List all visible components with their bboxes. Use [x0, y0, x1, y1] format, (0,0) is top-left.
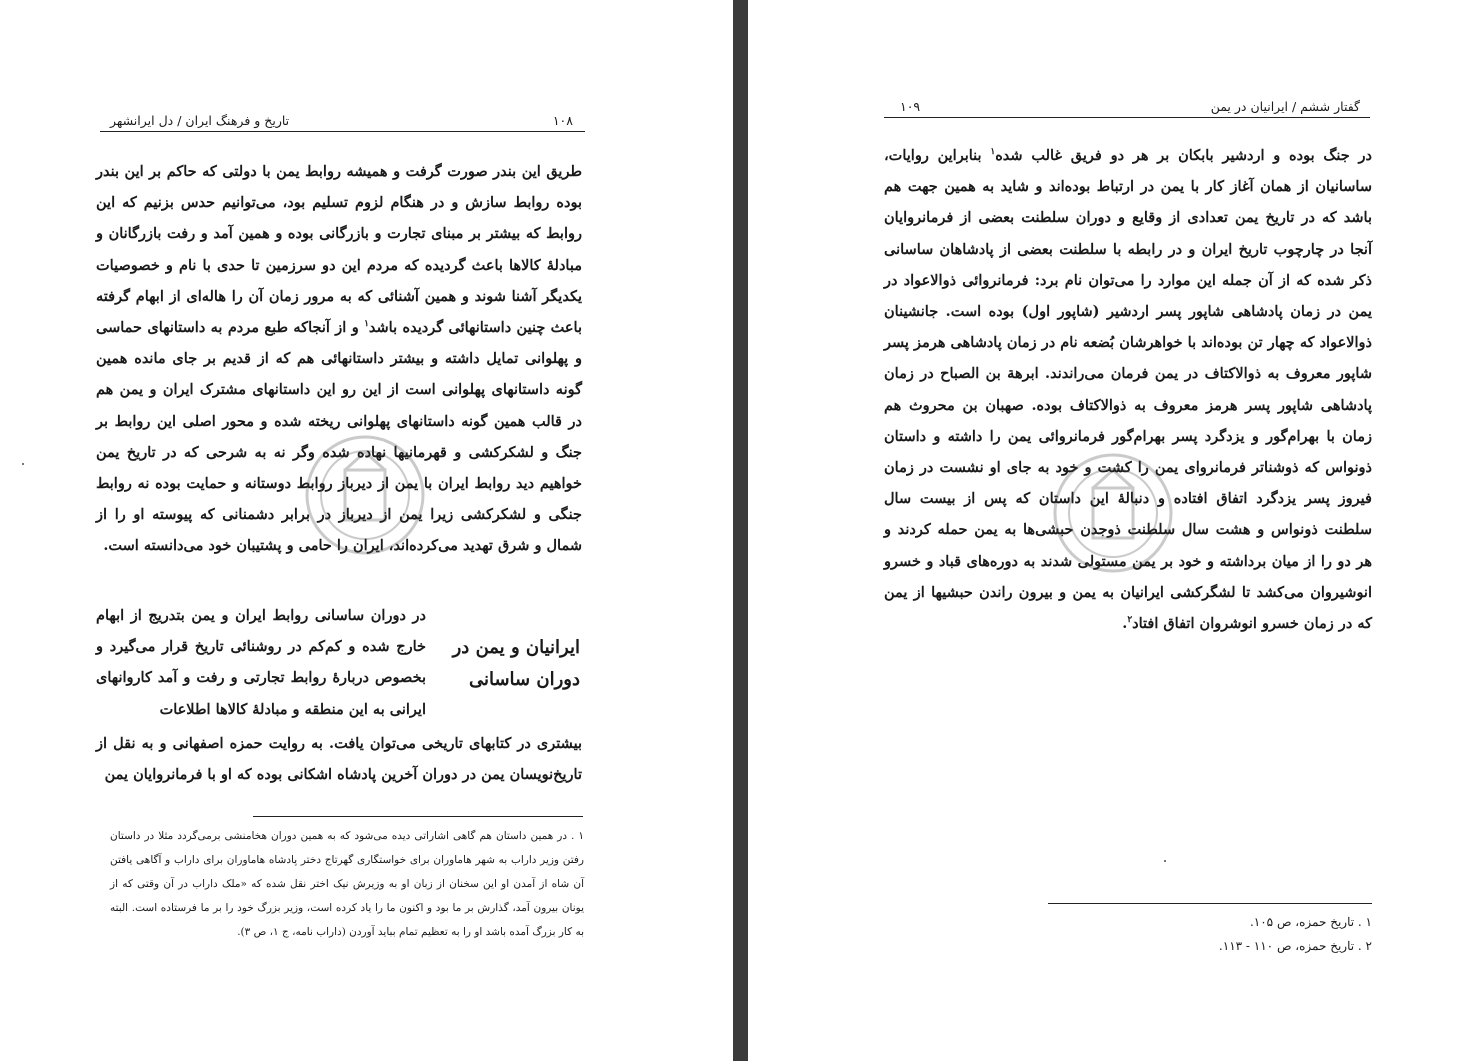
library-watermark-stamp [300, 430, 430, 560]
right-footnotes [1048, 910, 1372, 970]
running-title: تاریخ و فرهنگ ایران / دل ایرانشهر [110, 113, 290, 128]
left-footnotes [110, 824, 584, 974]
page-number: ۱۰۸ [552, 113, 573, 128]
left-paragraph-1: طریق این بندر صورت گرفت و همیشه روابط یمن با دولتی که حاکم بر این بندر بوده روابط سازش و در هنگام لزوم تسلیم بود، می‌توانیم حدس بزنیم که این روابط که بیشتر بر مبنای تجارت و بازرگانی بوده و همین آمد و رفت بازرگانان و مبادلهٔ کالاها باعث گردیده که مردم این دو سرزمین تا حدی با نام و خصوصیات یکدیگر آشنا شوند و همین آشنائی که به مرور زمان آن را هاله‌ای از ابهام گرفته باعث چنین داستانهائی گردیده باشد$^۱$ و از آنجاکه طبع مردم به داستانهای حماسی و پهلوانی تمایل داشته و بیشتر داستانهائی هم که از قدیم بر جای مانده همین گونه داستانهای پهلوانی است از این رو این داستانهای مشترک ایران و یمن هم در قالب همین گونه داستانهای پهلوانی ریخته شده و محور اصلی این روابط بر جنگ و لشکرکشی و قهرمانیها نهاده شده وگر نه به شرحی که در تاریخ یمن خواهیم دید روابط ایران با یمن از دیرباز روابط دوستانه و حمایت بوده نه روابط جنگی و لشکرکشی زیرا یمن از دیرباز در برابر دشمنانی که پیوسته او را از شمال و شرق تهدید می‌کرده‌اند، ایران را حامی و پشتیبان خود می‌دانسته است. [96, 163, 583, 555]
running-title: گفتار ششم / ایرانیان در یمن [1210, 99, 1360, 114]
footnote-ref: ۱ [990, 147, 996, 158]
right-paragraph: در جنگ بوده و اردشیر بابکان بر هر دو فریق غالب شده$^۱$ بنابراین روایات، ساسانیان از همان آغاز کار با یمن در ارتباط بوده‌اند و شاید به همین جهت هم باشد که در تاریخ یمن تعدادی از وقایع و دوران سلطنت بعضی از فرمانروایان آنجا در چارچوب تاریخ ایران و در رابطه با سلطنت بعضی از پادشاهان ساسانی ذکر شده که از آن جمله این موارد را می‌توان نام برد: فرمانروائی ذوالاعواد در یمن در زمان پادشاهی شاپور پسر اردشیر (شاپور اول) بوده است. جانشینان ذوالاعواد که چهار تن بوده‌اند با خواهرشان بُضعه نام در زمان پادشاهی هرمز پسر شاپور معروف به ذوالاکتاف در یمن فرمان می‌راندند. ابرهة بن الصباح در زمان پادشاهی شاپور پسر هرمز معروف به ذوالاکتاف بوده. صهبان بن محروث هم زمان با بهرام‌گور و یزدگرد پسر بهرام‌گور فرمانروائی یمن را داشته و داستان ذونواس که ذوشناتر فرمانروای یمن را کشت و خود به جای او نشست در زمان فیروز پسر یزدگرد اتفاق افتاده و دنبالهٔ این داستان که پس از بیست سال سلطنت ذونواس و هشت سال سلطنت ذوجدن حبشی‌ها به یمن حمله کردند و هر دو را از میان برداشته و خود بر یمن مستولی شدند به دوره‌های قباد و خسرو انوشیروان می‌کشد تا لشگرکشی ایرانیان به یمن و بیرون راندن حبشیها از یمن که در زمان خسرو انوشروان اتفاق افتاد$^۲$. [884, 147, 1372, 633]
right-page-header [884, 89, 1370, 118]
footnote-rule [253, 816, 583, 817]
scan-speck [22, 463, 24, 465]
scan-speck [1164, 860, 1166, 862]
footnote: ۲ . تاریخ حمزه، ص ۱۱۰ - ۱۱۳. [1218, 939, 1372, 953]
library-watermark-stamp [1048, 448, 1178, 578]
footnote: ۱ . در همین داستان هم گاهی اشاراتی دیده می‌شود که به همین دوران هخامنشی برمی‌گردد مثلا در داستان رفتن وزیر داراب به شهر هاماوران برای خواستگاری گهرتاج دختر پادشاه هاماوران برای داراب و آگاهی یافتن آن شاه از آمدن او این سخنان از زبان او به وزیرش نیک اختر نقل شده که «ملک داراب در آن وقتی که از یونان بیرون آمد، گذارش بر ما بود و اکنون ما را یاد کرده است، وزیر بزرگ خود را بر ما فرستاده است. البته به کار بزرگ آمده باشد او را به تعظیم تمام بباید آوردن (داراب نامه، ج ۱، ص ۳). [110, 830, 584, 938]
left-paragraph-2-full: بیشتری در کتابهای تاریخی می‌توان یافت. به روایت حمزه اصفهانی و به نقل از تاریخ‌نویسان یمن در دوران آخرین پادشاه اشکانی بوده که او با فرمانروایان یمن [96, 735, 582, 784]
footnote: ۱ . تاریخ حمزه، ص ۱۰۵. [1249, 915, 1372, 929]
book-gutter [733, 0, 748, 1061]
left-page-header [100, 103, 585, 132]
footnote-ref: ۲ [1127, 615, 1133, 626]
right-page [748, 0, 1484, 1061]
section-side-heading: ایرانیان و یمن در دوران ساسانی [452, 637, 580, 690]
left-paragraph-2-wrapped: در دوران ساسانی روابط ایران و یمن بتدریج از ابهام خارج شده و کم‌کم در روشنائی تاریخ قرار می‌گیرد و بخصوص دربارهٔ روابط تجارتی و رفت و آمد کاروانهای ایرانی به این منطقه و مبادلهٔ کالاها اطلاعات [96, 607, 426, 718]
left-page [0, 0, 733, 1061]
page-number: ۱۰۹ [900, 99, 921, 114]
footnote-rule [1048, 903, 1372, 904]
footnote-ref: ۱ [364, 319, 369, 330]
